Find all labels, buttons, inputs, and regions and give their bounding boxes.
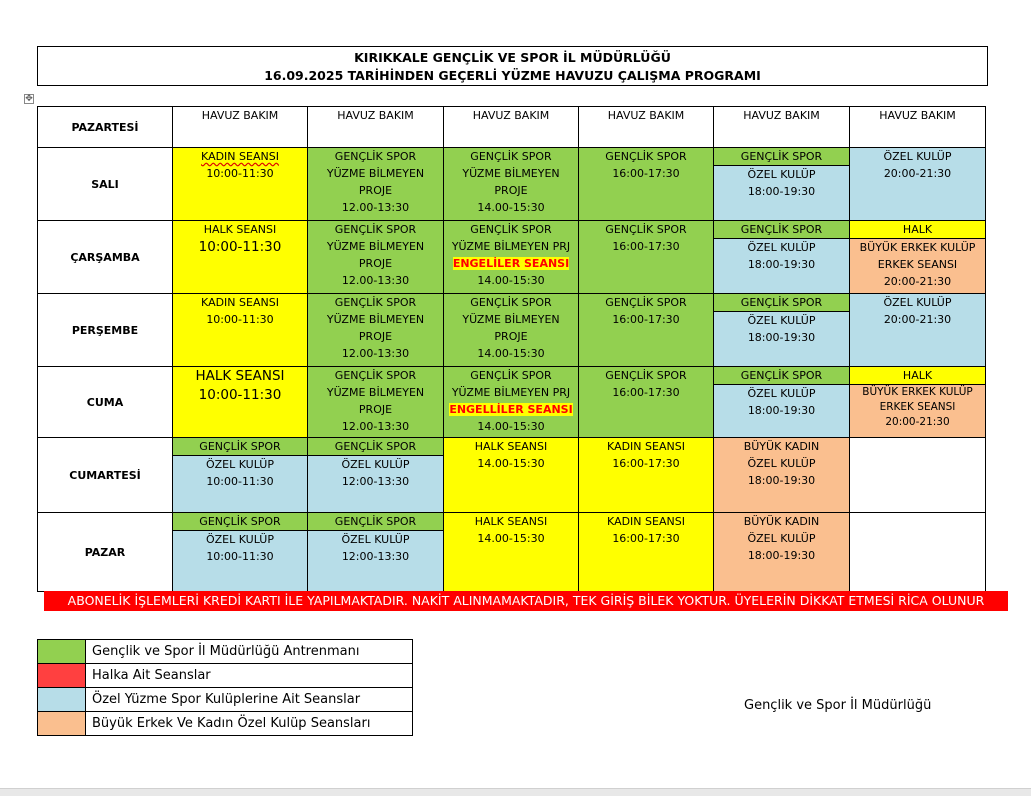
session-name: YÜZME BİLMEYEN (326, 386, 425, 399)
session-time: 14.00-15:30 (477, 274, 545, 287)
session-time: 18:00-19:30 (747, 331, 816, 344)
day-label: PAZARTESİ (38, 107, 173, 148)
session-name: ÖZEL KULÜP (747, 314, 816, 327)
session-name: GENÇLİK SPOR (605, 223, 687, 236)
session-cell (850, 221, 986, 294)
session-cell (308, 367, 444, 438)
session-name: YÜZME BİLMEYEN (462, 167, 560, 180)
session-time: 16:00-17:30 (612, 386, 680, 399)
session-time: 12.00-13:30 (341, 420, 410, 433)
session-name: KADIN SEANSI (201, 150, 279, 163)
document-title (37, 46, 988, 86)
session-name: HALK SEANSI (195, 368, 285, 384)
session-name: GENÇLİK SPOR (605, 296, 687, 309)
session-name: ÖZEL KULÜP (883, 296, 952, 309)
session-time: 18:00-19:30 (747, 258, 816, 271)
session-name: GENÇLİK SPOR (334, 369, 417, 382)
legend-swatch-blue (38, 688, 86, 712)
session-time: 18:00-19:30 (747, 549, 816, 562)
session-cell (173, 294, 308, 367)
session-name: PROJE (358, 184, 393, 197)
session-time: 14.00-15:30 (477, 347, 545, 360)
session-time: 12.00-13:30 (341, 347, 410, 360)
disabled-session-label: ENGELLİLER SEANSI (449, 403, 573, 416)
session-name: PROJE (358, 257, 393, 270)
session-time: 14.00-15:30 (477, 457, 545, 470)
disabled-session-label: ENGELİLER SEANSI (452, 257, 570, 270)
session-name: GENÇLİK SPOR (308, 438, 443, 456)
empty-cell (850, 438, 986, 513)
table-move-handle-icon[interactable]: ✥ (25, 94, 33, 104)
session-time: 16:00-17:30 (612, 240, 680, 253)
legend-swatch-green (38, 640, 86, 664)
maintenance-cell: HAVUZ BAKIM (308, 107, 444, 148)
session-cell (173, 438, 308, 513)
maintenance-cell: HAVUZ BAKIM (714, 107, 850, 148)
session-name: YÜZME BİLMEYEN (326, 313, 425, 326)
legend-label: Özel Yüzme Spor Kulüplerine Ait Seanslar (86, 688, 413, 712)
session-name: HALK (850, 221, 985, 239)
row-tuesday (38, 148, 986, 221)
legend-label: Gençlik ve Spor İl Müdürlüğü Antrenmanı (86, 640, 413, 664)
session-name: KADIN SEANSI (201, 296, 279, 309)
day-label: CUMARTESİ (38, 438, 173, 513)
session-cell (850, 294, 986, 367)
row-monday (38, 107, 986, 148)
session-time: 10:00-11:30 (206, 475, 274, 488)
empty-cell (850, 513, 986, 592)
session-name: ÖZEL KULÜP (747, 241, 816, 254)
session-time: 16:00-17:30 (612, 313, 680, 326)
title-line-2: 16.09.2025 TARİHİNDEN GEÇERLİ YÜZME HAVUZU ÇALIŞMA PROGRAMI (264, 68, 761, 83)
session-time: 12:00-13:30 (341, 475, 410, 488)
session-cell (308, 294, 444, 367)
session-cell (308, 148, 444, 221)
session-cell (173, 221, 308, 294)
session-time: 18:00-19:30 (747, 185, 816, 198)
session-time: 20:00-21:30 (883, 313, 952, 326)
session-time: 20:00-21:30 (883, 275, 952, 288)
row-saturday (38, 438, 986, 513)
session-time: 10:00-11:30 (206, 167, 274, 180)
legend-label: Büyük Erkek Ve Kadın Özel Kulüp Seansları (86, 712, 413, 736)
title-line-1: KIRIKKALE GENÇLİK VE SPOR İL MÜDÜRLÜĞÜ (354, 50, 671, 65)
session-cell (850, 367, 986, 438)
session-name: YÜZME BİLMEYEN (326, 240, 425, 253)
session-time: 10:00-11:30 (198, 239, 282, 255)
session-name: BÜYÜK ERKEK KULÜP (862, 386, 973, 398)
session-name: HALK SEANSI (203, 223, 277, 236)
session-name: ERKEK SEANSI (879, 401, 956, 413)
maintenance-cell: HAVUZ BAKIM (444, 107, 579, 148)
session-cell (444, 221, 579, 294)
session-name: ÖZEL KULÜP (341, 533, 410, 546)
session-name: GENÇLİK SPOR (605, 369, 687, 382)
session-name: GENÇLİK SPOR (173, 438, 307, 456)
row-wednesday (38, 221, 986, 294)
session-name: ÖZEL KULÜP (747, 387, 816, 400)
session-name: GENÇLİK SPOR (714, 367, 849, 385)
session-name: PROJE (494, 330, 528, 343)
session-name: GENÇLİK SPOR (173, 513, 307, 531)
session-cell (579, 513, 714, 592)
session-time: 12.00-13:30 (341, 274, 410, 287)
session-time: 16:00-17:30 (612, 457, 680, 470)
session-time: 18:00-19:30 (747, 404, 816, 417)
session-name: GENÇLİK SPOR (714, 221, 849, 239)
session-name: PROJE (494, 184, 528, 197)
session-cell (444, 148, 579, 221)
session-name: HALK SEANSI (474, 515, 548, 528)
session-cell (444, 438, 579, 513)
session-name: GENÇLİK SPOR (334, 223, 417, 236)
schedule-table (37, 106, 986, 592)
session-time: 16:00-17:30 (612, 532, 680, 545)
session-name: HALK SEANSI (474, 440, 548, 453)
session-time: 20:00-21:30 (883, 167, 952, 180)
session-name: GENÇLİK SPOR (470, 223, 552, 236)
session-cell (714, 438, 850, 513)
session-time: 14.00-15:30 (477, 201, 545, 214)
legend-item (38, 664, 413, 688)
session-cell (308, 438, 444, 513)
day-label: PAZAR (38, 513, 173, 592)
day-label: PERŞEMBE (38, 294, 173, 367)
session-time: 14.00-15:30 (477, 532, 545, 545)
day-label: CUMA (38, 367, 173, 438)
session-cell (579, 148, 714, 221)
session-cell (714, 367, 850, 438)
session-name: GENÇLİK SPOR (714, 294, 849, 312)
session-name: YÜZME BİLMEYEN (462, 313, 560, 326)
session-name: PROJE (358, 330, 393, 343)
session-cell (714, 148, 850, 221)
session-cell (714, 221, 850, 294)
session-name: GENÇLİK SPOR (470, 296, 552, 309)
session-name: ÖZEL KULÜP (205, 458, 274, 471)
session-name: GENÇLİK SPOR (470, 150, 552, 163)
session-cell (579, 294, 714, 367)
session-time: 10:00-11:30 (206, 313, 274, 326)
session-name: ERKEK SEANSI (877, 258, 958, 271)
legend-swatch-red (38, 664, 86, 688)
session-cell (579, 438, 714, 513)
session-name: YÜZME BİLMEYEN (326, 167, 425, 180)
session-time: 12:00-13:30 (341, 550, 410, 563)
session-time: 18:00-19:30 (747, 474, 816, 487)
session-name: ÖZEL KULÜP (747, 168, 816, 181)
session-cell (850, 148, 986, 221)
session-cell (308, 221, 444, 294)
session-cell (444, 513, 579, 592)
day-label: ÇARŞAMBA (38, 221, 173, 294)
session-cell (173, 367, 308, 438)
session-name: ÖZEL KULÜP (205, 533, 274, 546)
legend-item (38, 640, 413, 664)
legend-item (38, 688, 413, 712)
session-cell (579, 221, 714, 294)
session-name: GENÇLİK SPOR (334, 296, 417, 309)
session-cell (714, 294, 850, 367)
color-legend (37, 639, 413, 736)
legend-item (38, 712, 413, 736)
session-time: 10:00-11:30 (198, 387, 282, 403)
session-name: HALK (850, 367, 985, 385)
session-time: 14.00-15:30 (477, 420, 545, 433)
row-friday (38, 367, 986, 438)
session-cell (173, 513, 308, 592)
day-label: SALI (38, 148, 173, 221)
signature: Gençlik ve Spor İl Müdürlüğü (744, 698, 932, 713)
session-name: BÜYÜK KADIN (743, 440, 820, 453)
legend-swatch-orange (38, 712, 86, 736)
session-time: 12.00-13:30 (341, 201, 410, 214)
legend-label: Halka Ait Seanslar (86, 664, 413, 688)
session-name: BÜYÜK ERKEK KULÜP (859, 241, 976, 254)
session-name: KADIN SEANSI (607, 440, 685, 453)
session-name: ÖZEL KULÜP (883, 150, 952, 163)
session-name: ÖZEL KULÜP (341, 458, 410, 471)
session-time: 10:00-11:30 (206, 550, 274, 563)
session-name: ÖZEL KULÜP (747, 532, 816, 545)
session-name: YÜZME BİLMEYEN PRJ (451, 386, 571, 399)
session-name: PROJE (358, 403, 393, 416)
session-cell (173, 148, 308, 221)
row-sunday (38, 513, 986, 592)
session-name: GENÇLİK SPOR (334, 150, 417, 163)
session-time: 16:00-17:30 (612, 167, 680, 180)
session-cell (579, 367, 714, 438)
session-name: KADIN SEANSI (607, 515, 685, 528)
session-cell (444, 367, 579, 438)
session-name: BÜYÜK KADIN (743, 515, 820, 528)
session-name: GENÇLİK SPOR (714, 148, 849, 166)
payment-notice-banner: ABONELİK İŞLEMLERİ KREDİ KARTI İLE YAPILMAKTADIR. NAKİT ALINMAMAKTADIR, TEK GİRİŞ BİLEK YOKTUR. ÜYELERİN DİKKAT ETMESİ RİCA OLUNUR (44, 591, 1008, 611)
maintenance-cell: HAVUZ BAKIM (579, 107, 714, 148)
row-thursday (38, 294, 986, 367)
session-name: YÜZME BİLMEYEN PRJ (451, 240, 571, 253)
maintenance-cell: HAVUZ BAKIM (173, 107, 308, 148)
session-name: GENÇLİK SPOR (605, 150, 687, 163)
session-time: 20:00-21:30 (885, 416, 950, 428)
session-name: ÖZEL KULÜP (747, 457, 816, 470)
session-cell (444, 294, 579, 367)
session-cell (714, 513, 850, 592)
session-cell (308, 513, 444, 592)
session-name: GENÇLİK SPOR (470, 369, 552, 382)
session-name: GENÇLİK SPOR (308, 513, 443, 531)
maintenance-cell: HAVUZ BAKIM (850, 107, 986, 148)
